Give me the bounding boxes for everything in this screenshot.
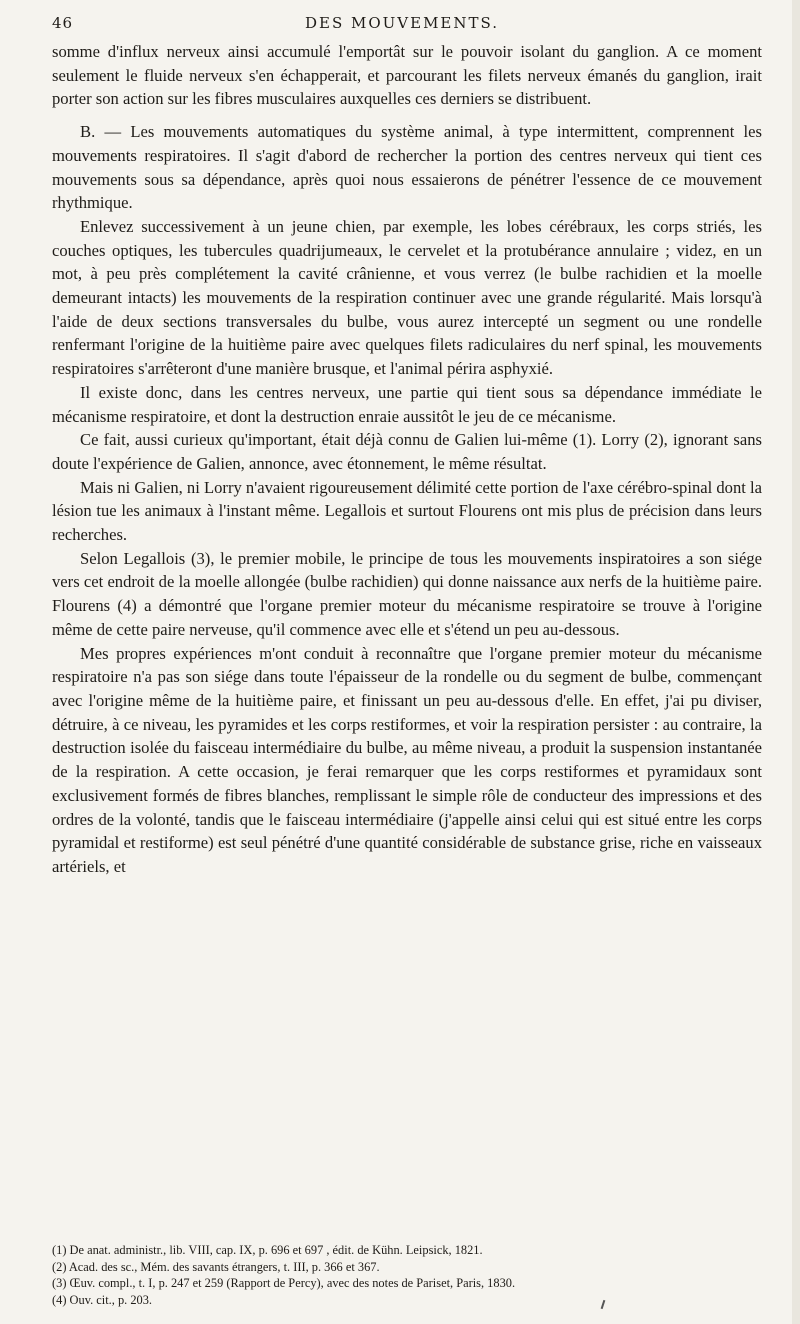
paragraph: B. — Les mouvements automatiques du système animal, à type intermittent, comprennent les mouvements respiratoires. Il s'agit d'abord de rechercher la portion des centres nerveux qui tient ces mouvements sous sa dépendance, après quoi nous essaierons de pénétrer l'essence de ce mouvement rhythmique.: [52, 122, 762, 213]
footnote: (2) Acad. des sc., Mém. des savants étrangers, t. III, p. 366 et 367.: [52, 1259, 380, 1274]
paragraph: Selon Legallois (3), le premier mobile, le principe de tous les mouvements inspiratoires a son siége vers cet endroit de la moelle allongée (bulbe rachidien) qui donne naissance aux nerfs de la huitième paire. Flourens (4) a démontré que l'organe premier moteur du mécanisme respiratoire se trouve à l'origine même de cette paire nerveuse, qu'il commence avec elle et s'étend un peu au-dessous.: [52, 548, 762, 639]
footnotes: [52, 1242, 762, 1308]
body-text: [52, 40, 762, 879]
running-title: DES MOUVEMENTS.: [304, 14, 500, 32]
paragraph: Mes propres expériences m'ont conduit à reconnaître que l'organe premier moteur du mécanisme respiratoire n'a pas son siége dans toute l'épaisseur de la rondelle ou du segment de bulbe, commençant avec l'origine même de la huitième paire, et finissant un peu au-dessous d'elle. En effet, j'ai pu diviser, détruire, à ce niveau, les pyramides et les corps restiformes, et voir la respiration persister : au contraire, la destruction isolée du faisceau intermédiaire du bulbe, au même niveau, a produit la suspension instantanée de la respiration. A cette occasion, je ferai remarquer que les corps restiformes et pyramidaux sont exclusivement formés de fibres blanches, remplissant le simple rôle de conducteur des impressions et des ordres de la volonté, tandis que le faisceau intermédiaire (j'appelle ainsi celui qui est situé entre les corps pyramidal et restiforme) est seul pénétré d'une quantité considérable de substance grise, riche en vaisseaux artériels, et: [52, 643, 762, 876]
footnote: (1) De anat. administr., lib. VIII, cap. IX, p. 696 et 697 , édit. de Kühn. Leipsick, 1821.: [52, 1243, 483, 1257]
paragraph: somme d'influx nerveux ainsi accumulé l'emportât sur le pouvoir isolant du ganglion. A ce moment seulement le fluide nerveux s'en échapperait, et parcourant les filets nerveux émanés du ganglion, irait porter son action sur les fibres musculaires auxquelles ces derniers se distribuent.: [52, 42, 762, 109]
paragraph: Mais ni Galien, ni Lorry n'avaient rigoureusement délimité cette portion de l'axe cérébro-spinal dont la lésion tue les animaux à l'instant même. Legallois et surtout Flourens ont mis plus de précision dans leurs recherches.: [52, 477, 762, 545]
footnote: (4) Ouv. cit., p. 203.: [52, 1292, 153, 1307]
paragraph: Il existe donc, dans les centres nerveux, une partie qui tient sous sa dépendance immédiate le mécanisme respiratoire, et dont la destruction enraie aussitôt le jeu de ce mécanisme.: [52, 382, 762, 426]
page-header: [52, 14, 752, 38]
footnote: (3) Œuv. compl., t. I, p. 247 et 259 (Rapport de Percy), avec des notes de Pariset, Paris, 1830.: [52, 1276, 516, 1290]
paragraph: Enlevez successivement à un jeune chien, par exemple, les lobes cérébraux, les corps striés, les couches optiques, les tubercules quadrijumeaux, le cervelet et la protubérance annulaire ; videz, en un mot, à peu près complétement la cavité crânienne, et vous verrez (le bulbe rachidien et la moelle demeurant intacts) les mouvements de la respiration continuer avec une grande régularité. Mais lorsqu'à l'aide de deux sections transversales du bulbe, vous aurez intercepté un segment ou une rondelle renfermant l'origine de la huitième paire avec quelques filets radiculaires du nerf spinal, les mouvements respiratoires s'arrêteront d'une manière brusque, et l'animal périra asphyxié.: [52, 216, 762, 379]
page-number: 46: [52, 14, 74, 32]
paragraph: Ce fait, aussi curieux qu'important, était déjà connu de Galien lui-même (1). Lorry (2), ignorant sans doute l'expérience de Galien, annonce, avec étonnement, le même résultat.: [52, 430, 762, 473]
page-edge: [792, 0, 800, 1324]
